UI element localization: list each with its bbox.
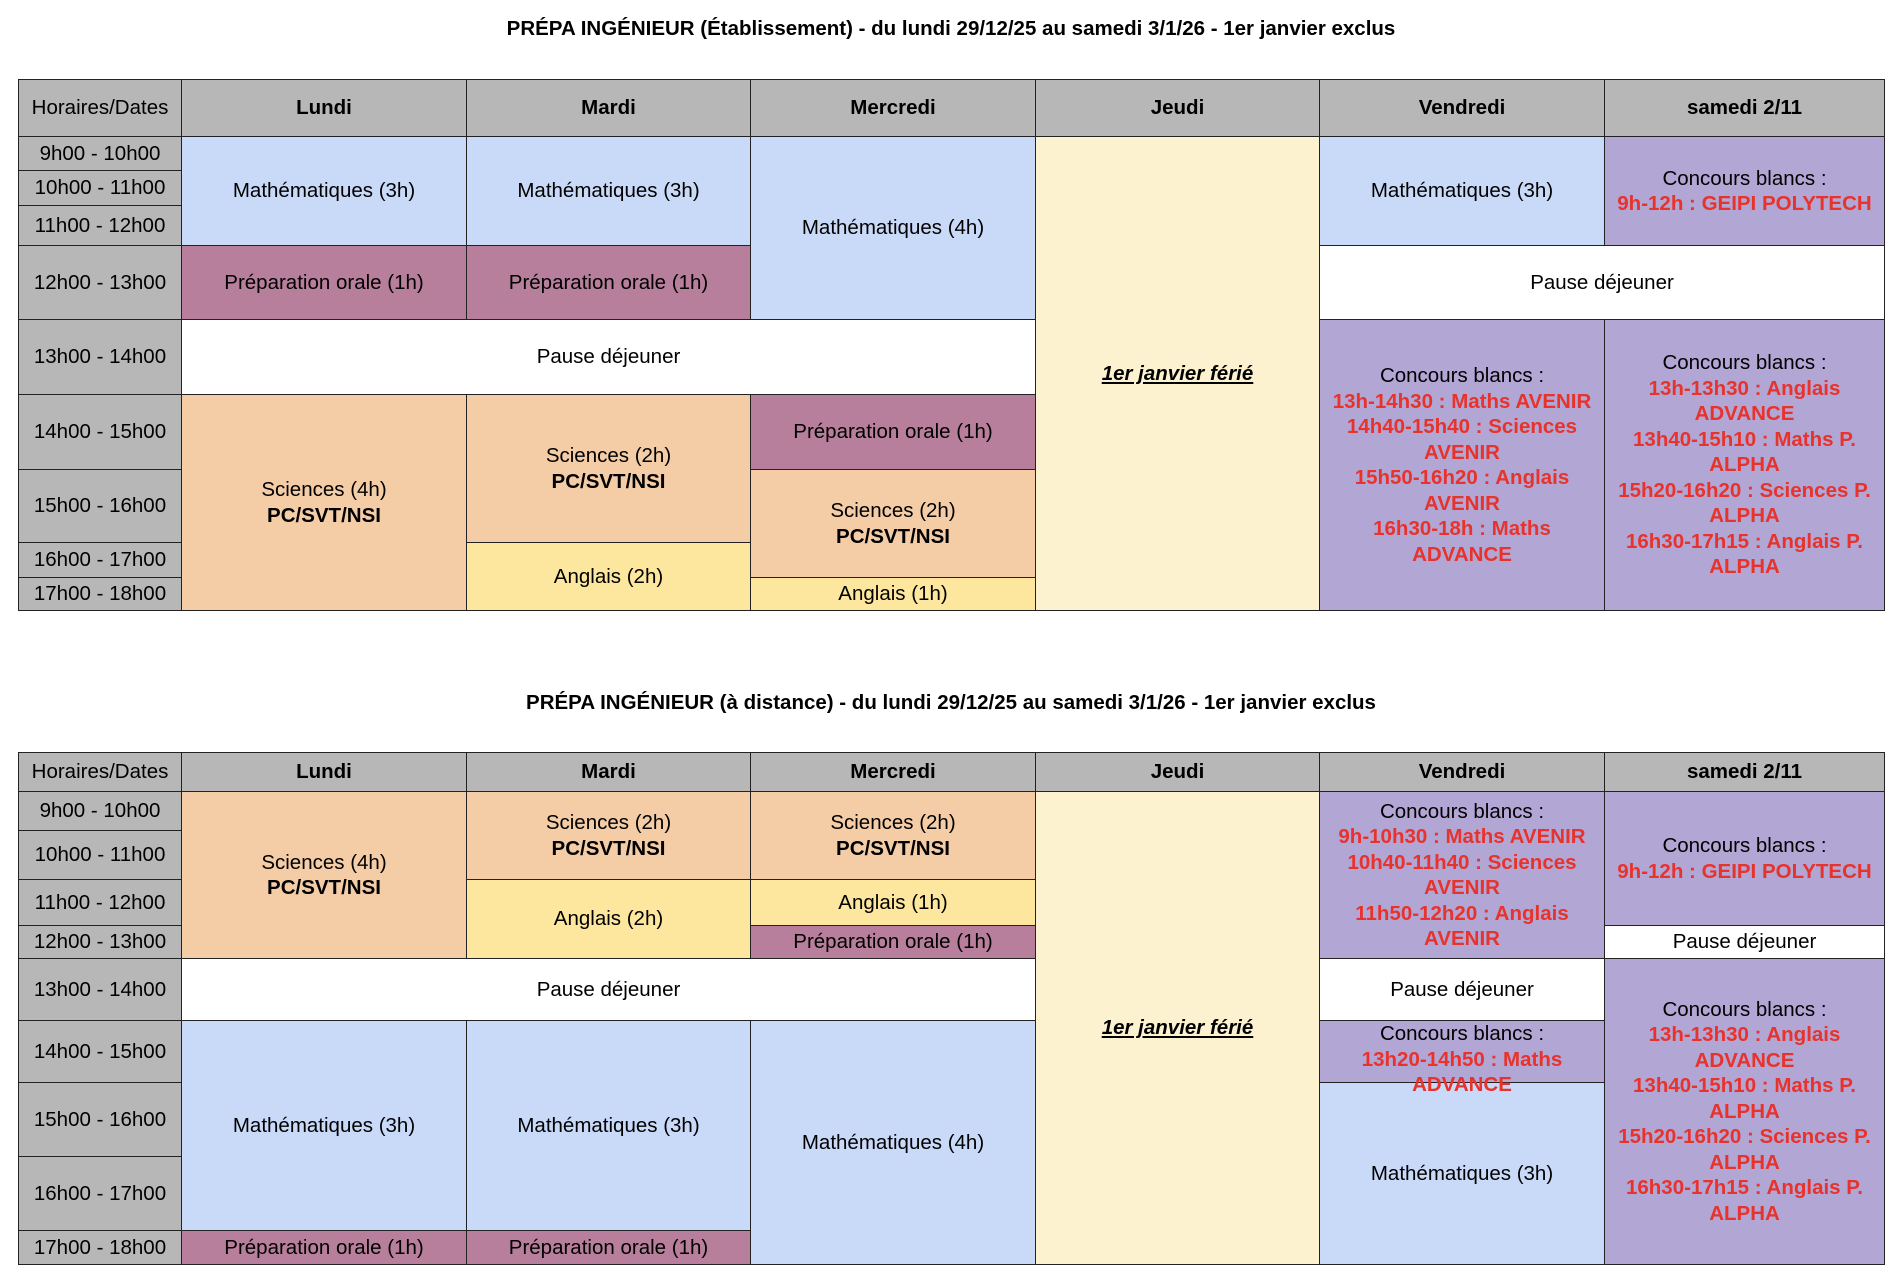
cell-jeudi-holiday: 1er janvier férié: [1036, 792, 1320, 1265]
exam-label: Concours blancs :: [1662, 997, 1827, 1021]
exam-line: 9h-12h : GEIPI POLYTECH: [1617, 859, 1872, 883]
cell-mercredi-sciences: Sciences (2h) PC/SVT/NSI: [751, 792, 1036, 880]
cell-samedi-exam-afternoon: [1605, 959, 1885, 1265]
cell-vendredi-exam-afternoon: [1320, 1021, 1605, 1096]
time-slot: 10h00 - 11h00: [19, 831, 182, 880]
schedule-table-distance: [18, 752, 1885, 1265]
cell-vendredi-pause: Pause déjeuner: [1320, 959, 1605, 1021]
header-jeudi: Jeudi: [1036, 80, 1320, 137]
header-samedi: samedi 2/11: [1605, 753, 1885, 792]
exam-line: 9h-12h : GEIPI POLYTECH: [1617, 192, 1872, 215]
cell-mercredi-math: Mathématiques (4h): [751, 1021, 1036, 1265]
cell-lundi-mercredi-pause: Pause déjeuner: [182, 959, 1036, 1021]
header-lundi: Lundi: [182, 80, 467, 137]
cell-mardi-math: Mathématiques (3h): [467, 137, 751, 246]
exam-line: 14h40-15h40 : Sciences AVENIR: [1346, 415, 1578, 464]
time-slot: 15h00 - 16h00: [19, 1083, 182, 1157]
time-slot: 17h00 - 18h00: [19, 1231, 182, 1265]
cell-mardi-math: Mathématiques (3h): [467, 1021, 751, 1231]
exam-label: Concours blancs :: [1662, 166, 1827, 190]
time-slot: 15h00 - 16h00: [19, 470, 182, 543]
exam-line: 11h50-12h20 : Anglais AVENIR: [1355, 901, 1569, 950]
header-jeudi: Jeudi: [1036, 753, 1320, 792]
cell-mardi-oral: Préparation orale (1h): [467, 246, 751, 320]
header-vendredi: Vendredi: [1320, 80, 1605, 137]
cell-vendredi-exam: [1320, 792, 1605, 959]
time-slot: 13h00 - 14h00: [19, 320, 182, 395]
cell-mercredi-sciences: Sciences (2h) PC/SVT/NSI: [751, 470, 1036, 578]
cell-mardi-anglais: Anglais (2h): [467, 543, 751, 611]
header-mardi: Mardi: [467, 753, 751, 792]
time-slot: 10h00 - 11h00: [19, 171, 182, 206]
time-slot: 16h00 - 17h00: [19, 543, 182, 578]
time-slot: 16h00 - 17h00: [19, 1157, 182, 1231]
exam-line: 13h-13h30 : Anglais ADVANCE: [1648, 376, 1841, 426]
exam-line: 9h-10h30 : Maths AVENIR: [1338, 825, 1586, 848]
header-horaires: Horaires/Dates: [19, 80, 182, 137]
time-slot: 13h00 - 14h00: [19, 959, 182, 1021]
cell-jeudi-holiday: 1er janvier férié: [1036, 137, 1320, 611]
cell-mardi-sciences: Sciences (2h) PC/SVT/NSI: [467, 792, 751, 880]
exam-line: 13h40-15h10 : Maths P. ALPHA: [1633, 1074, 1856, 1123]
cell-samedi-exam: [1605, 137, 1885, 246]
exam-line: 16h30-17h15 : Anglais P. ALPHA: [1625, 529, 1863, 579]
schedule-title-etablissement: PRÉPA INGÉNIEUR (Établissement) - du lundi 29/12/25 au samedi 3/1/26 - 1er janvier exclus: [506, 17, 1396, 40]
cell-vendredi-math: Mathématiques (3h): [1320, 137, 1605, 246]
exam-line: 16h30-18h : Maths ADVANCE: [1373, 517, 1551, 566]
cell-mardi-sciences: Sciences (2h) PC/SVT/NSI: [467, 395, 751, 543]
cell-mercredi-anglais: Anglais (1h): [751, 880, 1036, 926]
exam-label: Concours blancs :: [1662, 351, 1827, 375]
cell-mercredi-oral: Préparation orale (1h): [751, 395, 1036, 470]
cell-vendredi-math: Mathématiques (3h): [1320, 1083, 1605, 1265]
exam-label: Concours blancs :: [1379, 1022, 1545, 1045]
cell-mardi-anglais: Anglais (2h): [467, 880, 751, 959]
cell-lundi-mercredi-pause: Pause déjeuner: [182, 320, 1036, 395]
exam-line: 13h-14h30 : Maths AVENIR: [1332, 389, 1592, 413]
cell-lundi-sciences: Sciences (4h) PC/SVT/NSI: [182, 395, 467, 611]
header-samedi: samedi 2/11: [1605, 80, 1885, 137]
exam-line: 15h20-16h20 : Sciences P. ALPHA: [1618, 478, 1871, 528]
cell-vendredi-samedi-pause: Pause déjeuner: [1320, 246, 1885, 320]
time-slot: 11h00 - 12h00: [19, 880, 182, 926]
exam-line: 16h30-17h15 : Anglais P. ALPHA: [1625, 1176, 1863, 1225]
cell-samedi-exam-afternoon: [1605, 320, 1885, 611]
cell-lundi-math: Mathématiques (3h): [182, 137, 467, 246]
exam-label: Concours blancs :: [1379, 799, 1545, 823]
header-mardi: Mardi: [467, 80, 751, 137]
header-vendredi: Vendredi: [1320, 753, 1605, 792]
time-slot: 14h00 - 15h00: [19, 395, 182, 470]
cell-lundi-oral: Préparation orale (1h): [182, 1231, 467, 1265]
cell-mercredi-anglais: Anglais (1h): [751, 578, 1036, 611]
time-slot: 17h00 - 18h00: [19, 578, 182, 611]
cell-mercredi-math: Mathématiques (4h): [751, 137, 1036, 320]
header-lundi: Lundi: [182, 753, 467, 792]
time-slot: 9h00 - 10h00: [19, 137, 182, 171]
time-slot: 9h00 - 10h00: [19, 792, 182, 831]
cell-samedi-pause: Pause déjeuner: [1605, 926, 1885, 959]
time-slot: 11h00 - 12h00: [19, 206, 182, 246]
cell-samedi-exam: [1605, 792, 1885, 926]
header-mercredi: Mercredi: [751, 80, 1036, 137]
exam-label: Concours blancs :: [1379, 364, 1545, 387]
cell-mercredi-oral: Préparation orale (1h): [751, 926, 1036, 959]
cell-mardi-oral: Préparation orale (1h): [467, 1231, 751, 1265]
cell-lundi-math: Mathématiques (3h): [182, 1021, 467, 1231]
schedule-title-distance: PRÉPA INGÉNIEUR (à distance) - du lundi 29/12/25 au samedi 3/1/26 - 1er janvier exclus: [526, 691, 1376, 714]
header-mercredi: Mercredi: [751, 753, 1036, 792]
cell-vendredi-exam: [1320, 320, 1605, 611]
time-slot: 12h00 - 13h00: [19, 926, 182, 959]
cell-lundi-sciences: Sciences (4h) PC/SVT/NSI: [182, 792, 467, 959]
exam-line: 13h40-15h10 : Maths P. ALPHA: [1633, 427, 1856, 477]
exam-line: 13h-13h30 : Anglais ADVANCE: [1648, 1023, 1841, 1072]
schedule-table-etablissement: [18, 79, 1885, 611]
exam-line: 13h20-14h50 : Maths ADVANCE: [1361, 1047, 1563, 1096]
cell-lundi-oral: Préparation orale (1h): [182, 246, 467, 320]
exam-label: Concours blancs :: [1662, 834, 1827, 857]
time-slot: 12h00 - 13h00: [19, 246, 182, 320]
exam-line: 10h40-11h40 : Sciences AVENIR: [1347, 850, 1577, 899]
exam-line: 15h50-16h20 : Anglais AVENIR: [1354, 466, 1570, 515]
exam-line: 15h20-16h20 : Sciences P. ALPHA: [1618, 1125, 1871, 1174]
header-horaires: Horaires/Dates: [19, 753, 182, 792]
time-slot: 14h00 - 15h00: [19, 1021, 182, 1083]
